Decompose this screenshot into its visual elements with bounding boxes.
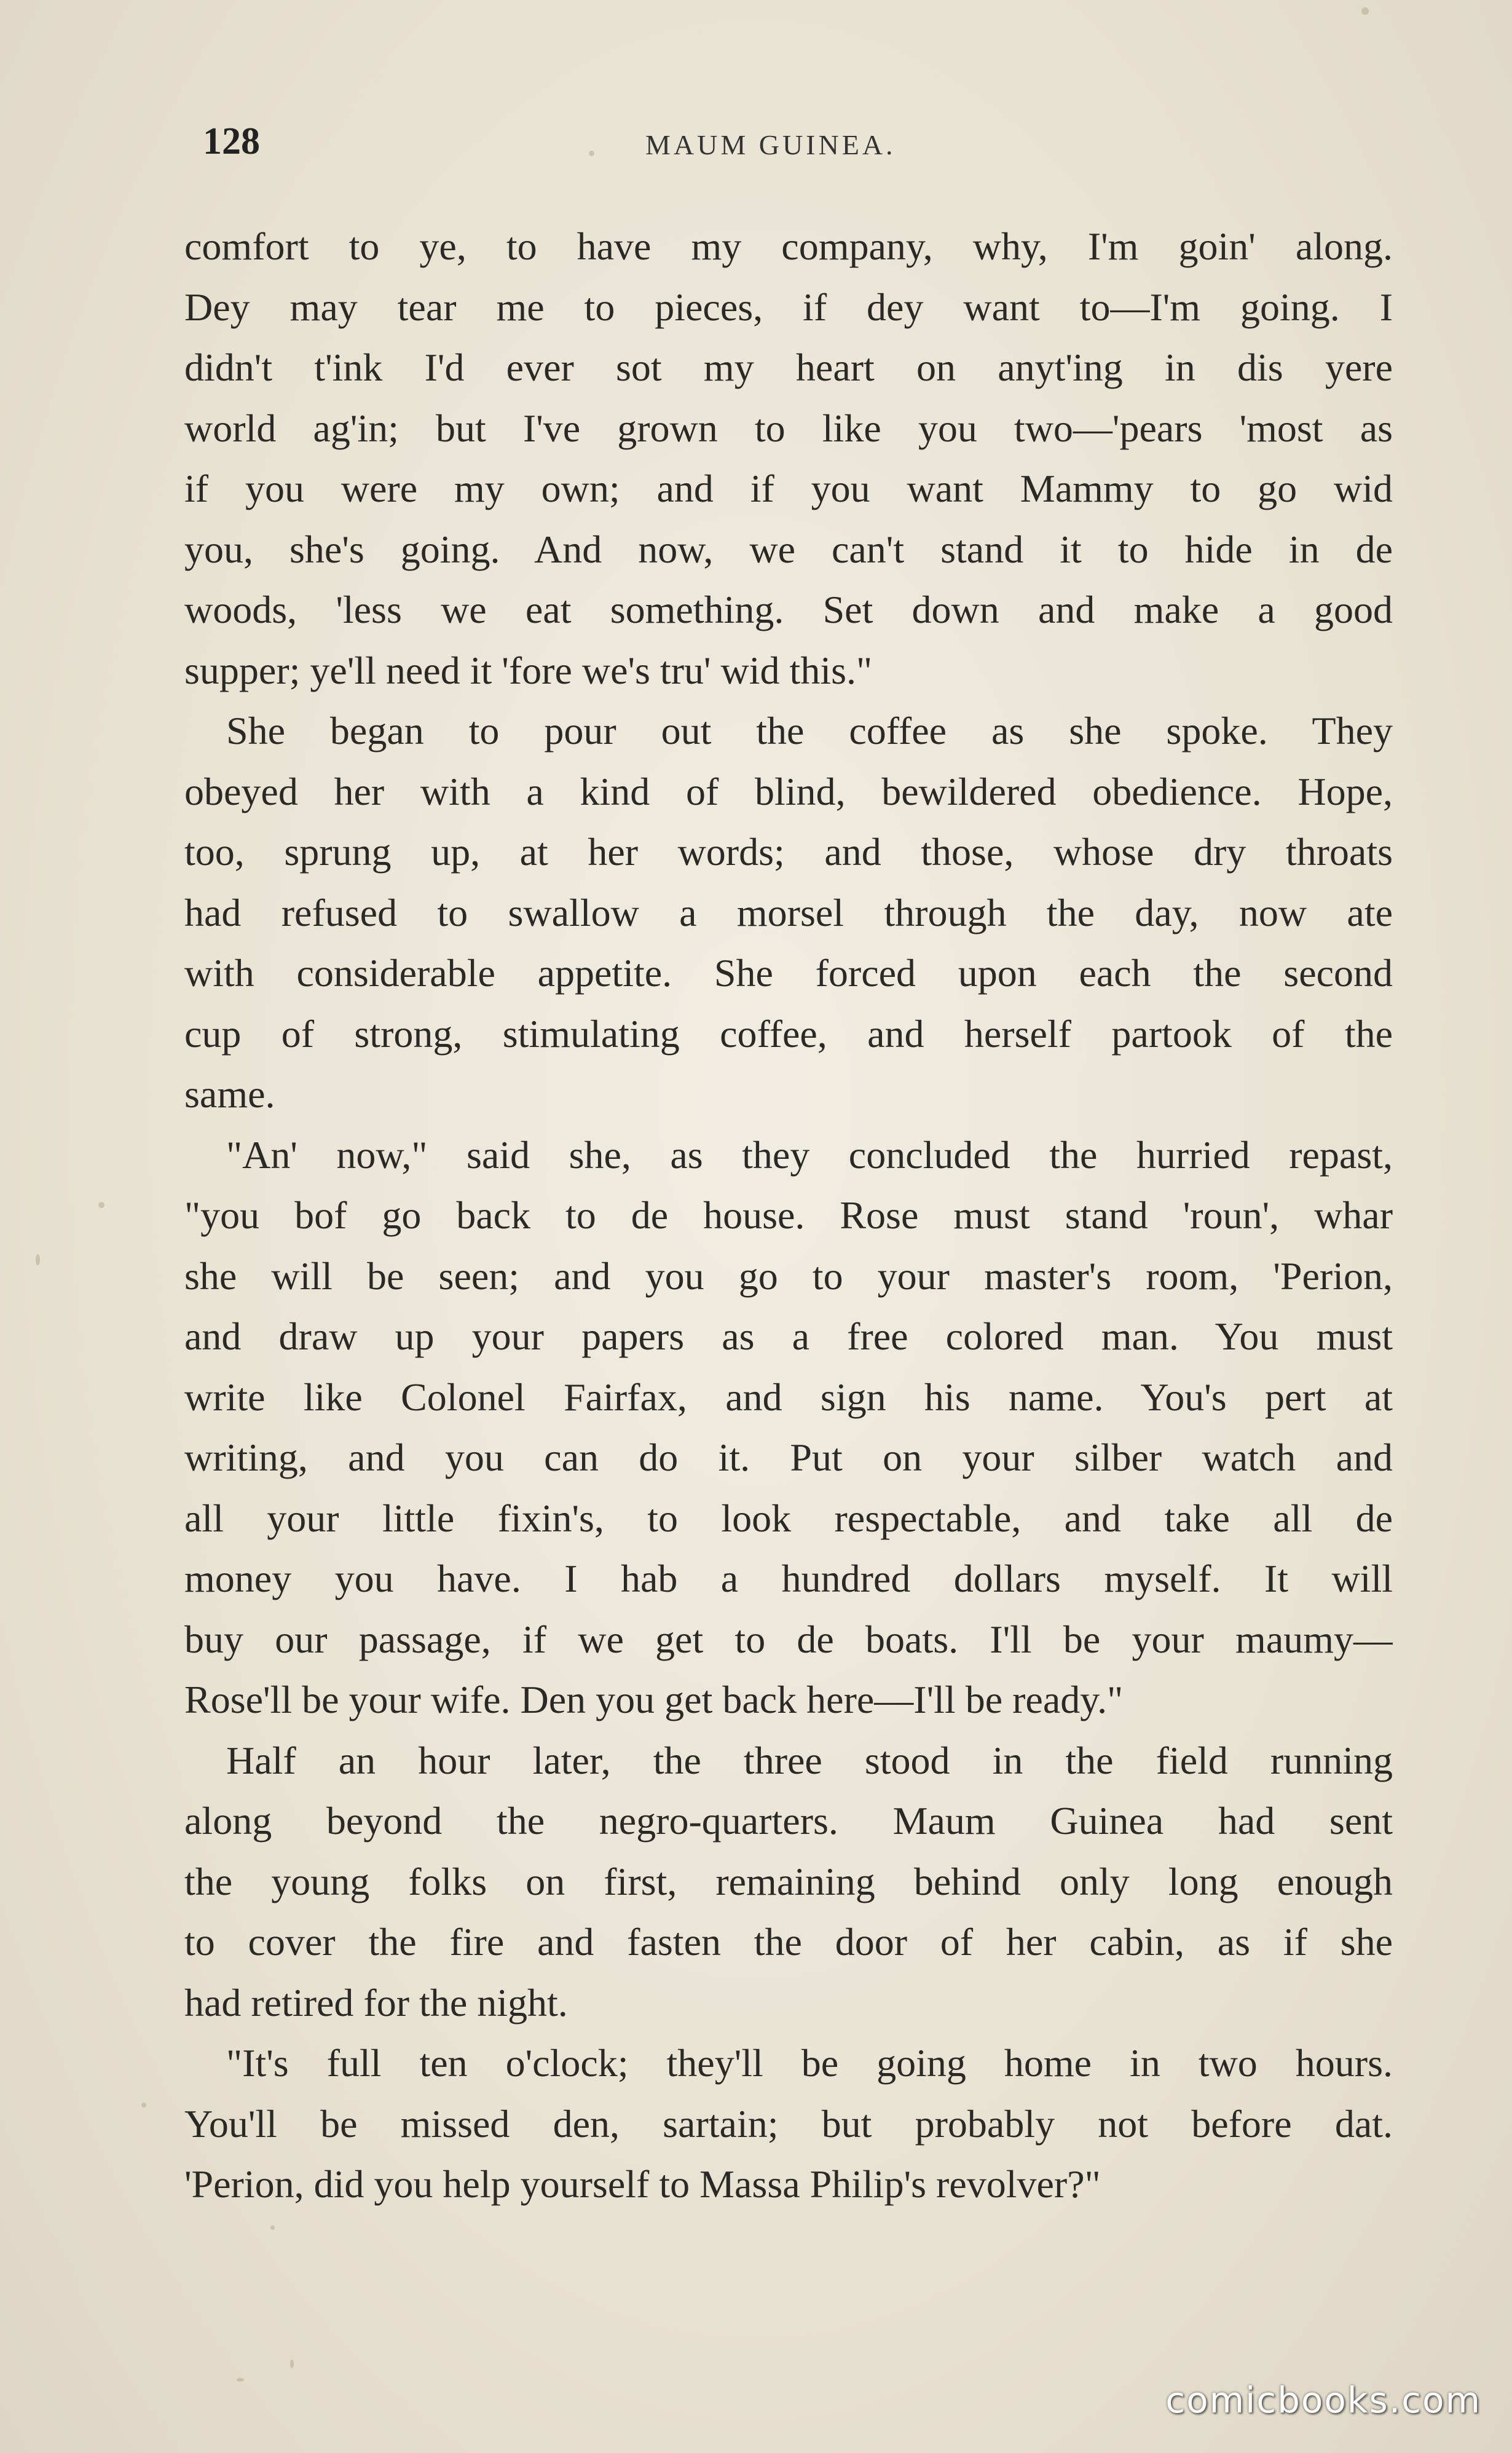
paper-speck <box>98 1202 104 1208</box>
text-line: the young folks on first, remaining behind only long enough <box>184 1859 1393 1903</box>
text-line: comfort to ye, to have my company, why, I'm goin' along. <box>184 224 1393 268</box>
paper-speck <box>1361 7 1369 15</box>
paper-speck <box>270 2226 275 2230</box>
text-line: 'Perion, did you help yourself to Massa Philip's revolver?" <box>184 2162 1101 2206</box>
page-header <box>203 120 1401 163</box>
paper-speck <box>237 2378 244 2382</box>
text-line: she will be seen; and you go to your master's room, 'Perion, <box>184 1254 1393 1298</box>
text-line: didn't t'ink I'd ever sot my heart on anyt'ing in dis yere <box>184 346 1393 389</box>
paragraph-start-line: "It's full ten o'clock; they'll be going home in two hours. <box>226 2041 1393 2085</box>
text-line: had retired for the night. <box>184 1980 568 2024</box>
text-line: You'll be missed den, sartain; but probably not before dat. <box>184 2101 1393 2146</box>
page-number: 128 <box>203 120 260 162</box>
paragraph-start-line: "An' now," said she, as they concluded the hurried repast, <box>226 1132 1393 1177</box>
paper-speck <box>36 1254 40 1265</box>
text-line: if you were my own; and if you want Mammy to go wid <box>184 467 1393 510</box>
text-line: too, sprung up, at her words; and those, whose dry throats <box>184 830 1393 874</box>
paper-speck <box>290 2360 294 2368</box>
watermark: comicbooks.com <box>1165 2379 1481 2421</box>
text-line: write like Colonel Fairfax, and sign his name. You's pert at <box>184 1375 1393 1419</box>
text-line: same. <box>184 1072 275 1116</box>
running-head: MAUM GUINEA. <box>645 129 896 160</box>
text-line: to cover the fire and fasten the door of her cabin, as if she <box>184 1920 1393 1964</box>
text-line: cup of strong, stimulating coffee, and herself partook of the <box>184 1011 1393 1056</box>
text-line: writing, and you can do it. Put on your silber watch and <box>184 1436 1393 1479</box>
text-line: "you bof go back to de house. Rose must stand 'roun', whar <box>184 1193 1393 1237</box>
paragraph-start-line: She began to pour out the coffee as she spoke. They <box>226 709 1393 752</box>
text-line: Rose'll be your wife. Den you get back here—I'll be ready." <box>184 1678 1124 1721</box>
text-line: Dey may tear me to pieces, if dey want to—I'm going. I <box>184 285 1393 329</box>
text-line: world ag'in; but I've grown to like you two—'pears 'most as <box>184 406 1393 450</box>
text-line: supper; ye'll need it 'fore we's tru' wid this." <box>184 648 873 692</box>
text-line: with considerable appetite. She forced upon each the second <box>184 951 1393 995</box>
paragraph-start-line: Half an hour later, the three stood in the field running <box>226 1738 1393 1782</box>
paper-speck <box>141 2103 146 2107</box>
body-text <box>184 216 1393 2215</box>
text-line: all your little fixin's, to look respectable, and take all de <box>184 1496 1393 1540</box>
text-line: had refused to swallow a morsel through the day, now ate <box>184 890 1393 934</box>
text-line: money you have. I hab a hundred dollars myself. It will <box>184 1557 1393 1600</box>
text-line: woods, 'less we eat something. Set down and make a good <box>184 588 1393 631</box>
text-line: you, she's going. And now, we can't stand it to hide in de <box>184 527 1393 571</box>
text-line: along beyond the negro-quarters. Maum Guinea had sent <box>184 1799 1393 1843</box>
text-line: buy our passage, if we get to de boats. I'll be your maumy— <box>184 1617 1393 1661</box>
text-line: obeyed her with a kind of blind, bewildered obedience. Hope, <box>184 769 1393 813</box>
text-line: and draw up your papers as a free colored man. You must <box>184 1314 1393 1358</box>
